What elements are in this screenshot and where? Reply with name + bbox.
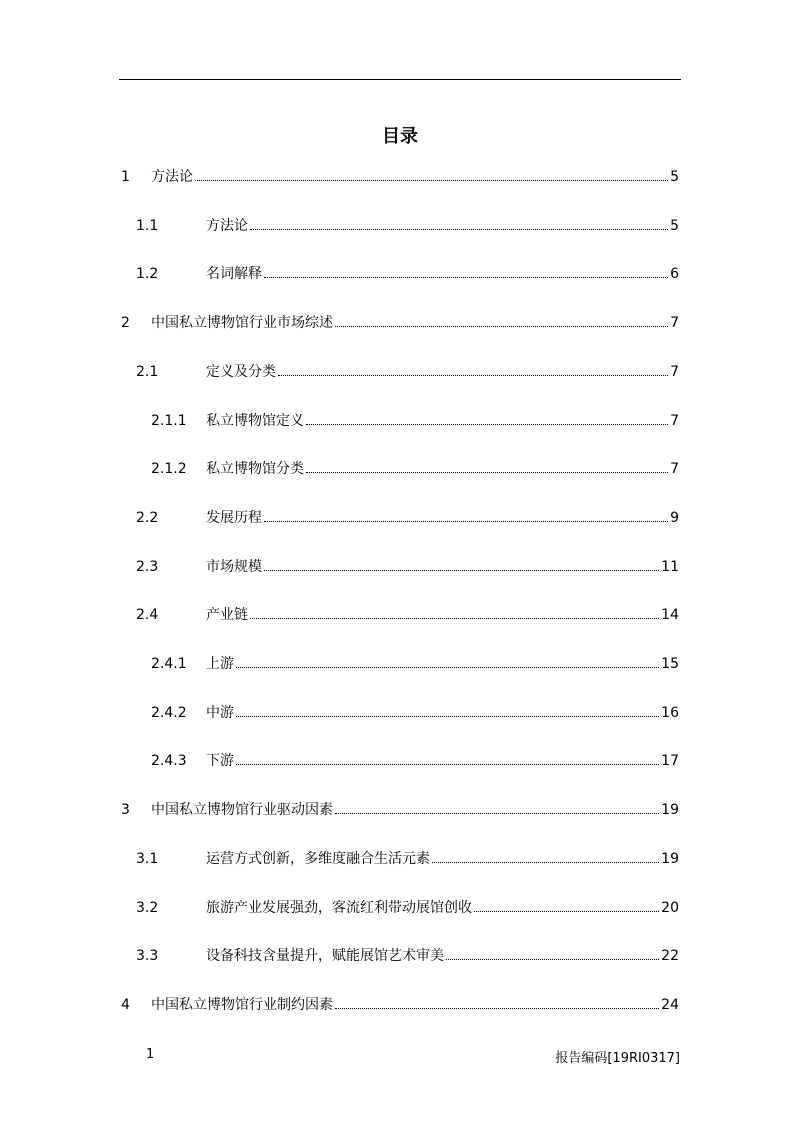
toc-entry-page: 24	[661, 997, 679, 1013]
toc-entry-page: 16	[661, 705, 679, 721]
toc-entry-number: 2.4.1	[151, 656, 187, 672]
toc-entry-title: 方法论	[206, 218, 248, 234]
toc-entry[interactable]	[119, 362, 679, 382]
dot-leader	[306, 424, 668, 425]
toc-entry[interactable]	[119, 800, 679, 820]
toc-entry-number: 2.1	[136, 364, 159, 380]
toc-entry-title: 发展历程	[206, 510, 262, 526]
toc-entry-title: 定义及分类	[206, 364, 276, 380]
toc-entry[interactable]	[119, 751, 679, 771]
toc-entry[interactable]	[119, 216, 679, 236]
dot-leader	[335, 813, 659, 814]
toc-entry-page: 11	[661, 559, 679, 575]
toc-entry-number: 3	[121, 802, 130, 818]
toc-entry-number: 2.4.2	[151, 705, 187, 721]
toc-entry-number: 4	[121, 997, 130, 1013]
toc-entry-title: 下游	[206, 753, 234, 769]
toc-entry-number: 2	[121, 315, 130, 331]
toc-entry-number: 2.1.1	[151, 413, 187, 429]
toc-entry-page: 20	[661, 900, 679, 916]
toc-entry-number: 1.1	[136, 218, 159, 234]
toc-entry-title: 名词解释	[206, 266, 262, 282]
dot-leader	[432, 862, 659, 863]
dot-leader	[250, 229, 668, 230]
toc-entry-title: 中游	[206, 705, 234, 721]
toc-entry-title: 私立博物馆定义	[206, 413, 304, 429]
toc-entry-page: 5	[670, 169, 679, 185]
toc-entry-number: 2.1.2	[151, 461, 187, 477]
toc-entry-title: 设备科技含量提升，赋能展馆艺术审美	[206, 948, 444, 964]
toc-entry-page: 19	[661, 851, 679, 867]
toc-entry-number: 3.1	[136, 851, 159, 867]
toc-entry[interactable]	[119, 264, 679, 284]
toc-entry[interactable]	[119, 605, 679, 625]
toc-entry-title: 旅游产业发展强劲，客流红利带动展馆创收	[206, 900, 472, 916]
dot-leader	[195, 180, 668, 181]
toc-entry[interactable]	[119, 898, 679, 918]
toc-entry-page: 7	[670, 315, 679, 331]
toc-entry-page: 22	[661, 948, 679, 964]
dot-leader	[335, 1008, 659, 1009]
dot-leader	[474, 911, 659, 912]
toc-entry-number: 2.4	[136, 607, 159, 623]
dot-leader	[236, 764, 659, 765]
toc-entry[interactable]	[119, 508, 679, 528]
toc-entry-page: 7	[670, 413, 679, 429]
toc-entry-title: 产业链	[206, 607, 248, 623]
toc-entry-number: 1.2	[136, 266, 159, 282]
dot-leader	[264, 570, 659, 571]
toc-entry-title: 中国私立博物馆行业驱动因素	[151, 802, 333, 818]
toc-entry-page: 14	[661, 607, 679, 623]
toc-entry-page: 17	[661, 753, 679, 769]
toc-entry-title: 方法论	[151, 169, 193, 185]
toc-entry-page: 19	[661, 802, 679, 818]
toc-entry-number: 1	[121, 169, 130, 185]
toc-entry[interactable]	[119, 167, 679, 187]
toc-entry-page: 15	[661, 656, 679, 672]
dot-leader	[306, 472, 668, 473]
dot-leader	[335, 326, 668, 327]
dot-leader	[264, 521, 668, 522]
toc-entry-title: 运营方式创新，多维度融合生活元素	[206, 851, 430, 867]
toc-entry-number: 2.2	[136, 510, 159, 526]
dot-leader	[446, 959, 659, 960]
dot-leader	[236, 667, 659, 668]
toc-entry-title: 中国私立博物馆行业市场综述	[151, 315, 333, 331]
toc-entry-number: 2.3	[136, 559, 159, 575]
footer-page-number: 1	[146, 1047, 155, 1062]
toc-entry-page: 7	[670, 364, 679, 380]
toc-entry[interactable]	[119, 849, 679, 869]
dot-leader	[250, 618, 659, 619]
footer-report-code: 报告编码[19RI0317]	[555, 1051, 680, 1066]
toc-entry-page: 5	[670, 218, 679, 234]
toc-entry[interactable]	[119, 703, 679, 723]
toc-entry[interactable]	[119, 459, 679, 479]
toc-entry-title: 市场规模	[206, 559, 262, 575]
toc-entry-page: 6	[670, 266, 679, 282]
toc-entry-page: 9	[670, 510, 679, 526]
toc-entry-title: 私立博物馆分类	[206, 461, 304, 477]
toc-entry-number: 3.2	[136, 900, 159, 916]
toc-entry[interactable]	[119, 411, 679, 431]
toc-entry-title: 中国私立博物馆行业制约因素	[151, 997, 333, 1013]
toc-entry[interactable]	[119, 654, 679, 674]
dot-leader	[236, 716, 659, 717]
toc-entry-number: 3.3	[136, 948, 159, 964]
page-title: 目录	[382, 126, 418, 147]
toc-entry[interactable]	[119, 313, 679, 333]
toc-entry-page: 7	[670, 461, 679, 477]
toc-entry[interactable]	[119, 557, 679, 577]
toc-entry-number: 2.4.3	[151, 753, 187, 769]
toc-entry[interactable]	[119, 946, 679, 966]
toc-entry-title: 上游	[206, 656, 234, 672]
dot-leader	[278, 375, 668, 376]
toc-entry[interactable]	[119, 995, 679, 1015]
dot-leader	[264, 277, 668, 278]
